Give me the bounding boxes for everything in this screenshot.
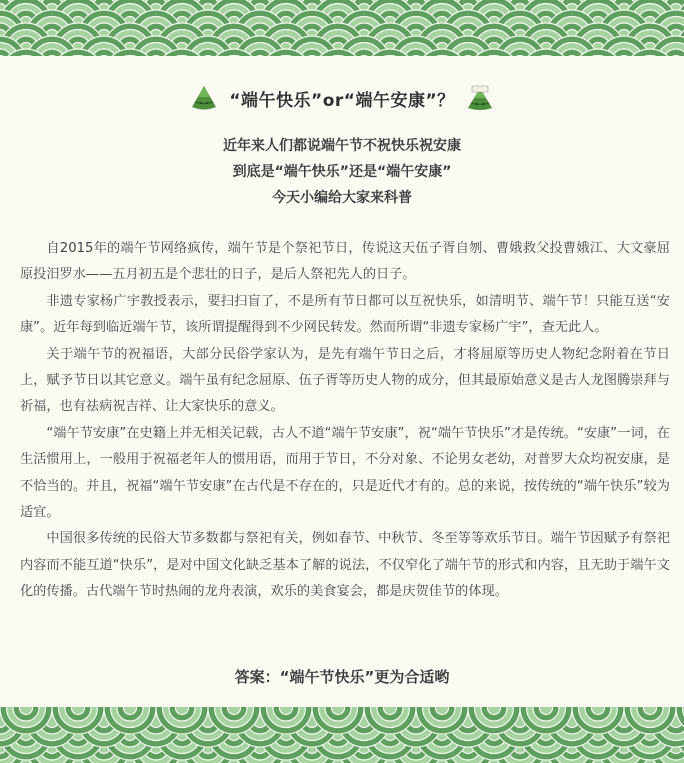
wave-scale xyxy=(384,707,397,715)
paragraph: 关于端午节的祝福语，大部分民俗学家认为，是先有端午节日之后，才将屈原等历史人物纪念附着在节日上，赋予节日以其它意义。端午虽有纪念屈原、伍子胥等历史人物的成分，但其最原始意义是古人龙图腾崇拜与祈福，也有祛病祝吉祥、让大家快乐的意义。 xyxy=(20,346,670,415)
wave-scale xyxy=(72,707,85,715)
bottom-wave-decoration xyxy=(0,707,684,763)
wave-scale xyxy=(332,707,345,715)
subtitle-line: 近年来人们都说端午节不祝快乐祝安康 xyxy=(223,138,461,154)
article-body xyxy=(20,236,670,606)
wave-scale xyxy=(280,707,293,715)
page-title: “端午快乐”or“端午安康”？ xyxy=(229,90,455,111)
zongzi-icon xyxy=(189,83,219,113)
subtitle-line: 到底是“端午快乐”还是“端午安康” xyxy=(232,164,452,180)
wave-scale xyxy=(644,707,657,715)
wave-scale xyxy=(176,707,189,715)
top-wave-decoration xyxy=(0,0,684,56)
title-row xyxy=(0,78,684,118)
answer-line: 答案：“端午节快乐”更为合适哟 xyxy=(234,668,450,686)
wave-scale xyxy=(124,707,137,715)
paragraph: “端午节安康”在史籍上并无相关记载，古人不道“端午节安康”，祝“端午节快乐”才是传统。“安康”一词，在生活惯用上，一般用于祝福老年人的惯用语，而用于节日，不分对象、不论男女老幼，对普罗大众均祝安康，是不恰当的。并且，祝福“端午节安康”在古代是不存在的，只是近代才有的。总的来说，按传统的“端午快乐”较为适宜。 xyxy=(20,425,670,521)
wave-scale xyxy=(228,707,241,715)
zongzi-icon xyxy=(465,83,495,113)
wave-scale xyxy=(436,707,449,715)
subtitle-line: 今天小编给大家来科普 xyxy=(272,190,412,206)
wave-scale xyxy=(488,707,501,715)
wave-scale xyxy=(20,707,33,715)
wave-scale xyxy=(540,707,553,715)
wave-scale xyxy=(592,707,605,715)
paragraph: 中国很多传统的民俗大节多数都与祭祀有关，例如春节、中秋节、冬至等等欢乐节日。端午节因赋予有祭祀内容而不能互道“快乐”，是对中国文化缺乏基本了解的说法，不仅窄化了端午节的形式和内容，且无助于端午文化的传播。古代端午节时热闹的龙舟表演，欢乐的美食宴会，都是庆贺佳节的体现。 xyxy=(20,531,670,600)
paragraph: 自2015年的端午节网络疯传，端午节是个祭祀节日，传说这天伍子胥自刎、曹娥救父投曹娥江、大文豪屈原投汨罗水——五月初五是个悲壮的日子，是后人祭祀先人的日子。 xyxy=(20,241,670,283)
paragraph: 非遗专家杨广宇教授表示，要扫扫盲了，不是所有节日都可以互祝快乐，如清明节、端午节！只能互送“安康”。近年每到临近端午节，该所谓提醒得到不少网民转发。然而所谓“非遗专家杨广宇”，查无此人。 xyxy=(20,293,670,336)
